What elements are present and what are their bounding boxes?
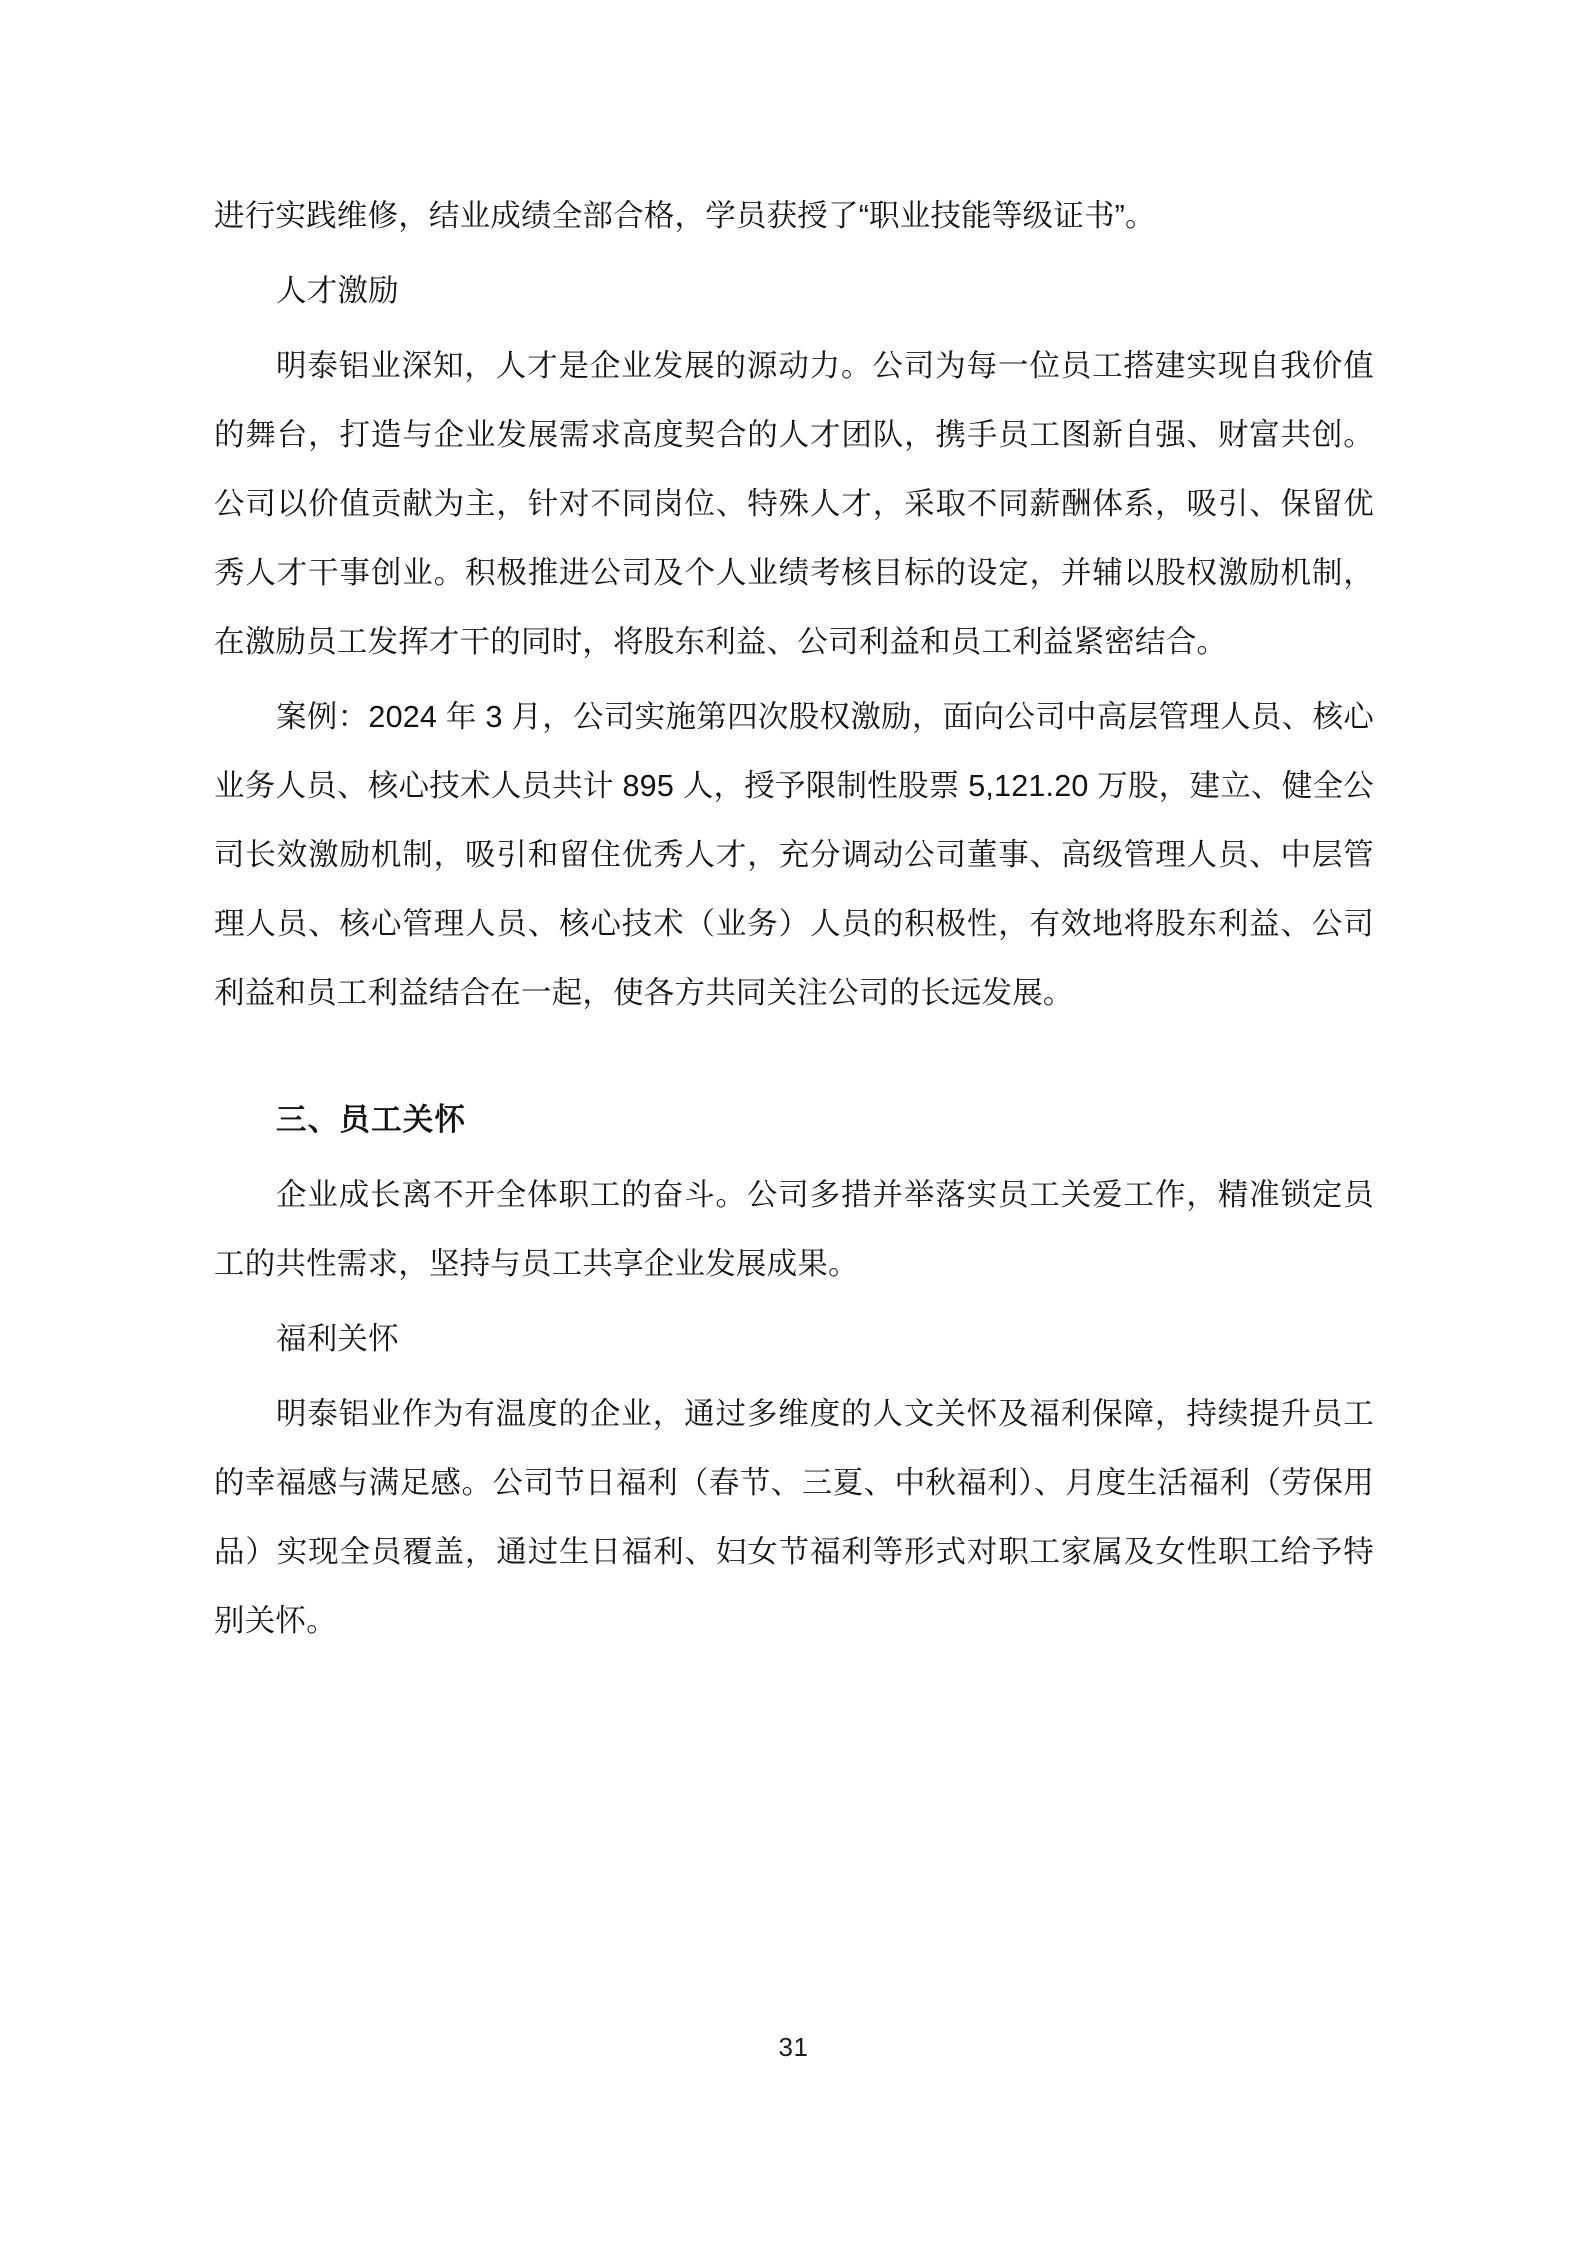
paragraph-welfare-care: 明泰铝业作为有温度的企业，通过多维度的人文关怀及福利保障，持续提升员工的幸福感与满足感。公司节日福利（春节、三夏、中秋福利）、月度生活福利（劳保用品）实现全员覆盖，通过生日福利、妇女节福利等形式对职工家属及女性职工给予特别关怀。 (214, 1397, 1374, 1638)
paragraph-talent-incentive: 明泰铝业深知，人才是企业发展的源动力。公司为每一位员工搭建实现自我价值的舞台，打造与企业发展需求高度契合的人才团队，携手员工图新自强、财富共创。公司以价值贡献为主，针对不同岗位、特殊人才，采取不同薪酬体系，吸引、保留优秀人才干事创业。积极推进公司及个人业绩考核目标的设定，并辅以股权激励机制，在激励员工发挥才干的同时，将股东利益、公司利益和员工利益紧密结合。 (214, 349, 1374, 659)
subheading-welfare-care: 福利关怀 (276, 1322, 399, 1356)
section-spacer (214, 1028, 1374, 1086)
page-number: 31 (778, 2032, 809, 2062)
paragraph-continuation: 进行实践维修，结业成绩全部合格，学员获授了“职业技能等级证书”。 (214, 199, 1156, 233)
page-content-column (214, 182, 1374, 1656)
paragraph-case-study: 案例：2024 年 3 月，公司实施第四次股权激励，面向公司中高层管理人员、核心业务人员、核心技术人员共计 895 人，授予限制性股票 5,121.20 万股，建立、健全公司长效激励机制，吸引和留住优秀人才，充分调动公司董事、高级管理人员、中层管理人员、核心管理人员、核心技术（业务）人员的积极性，有效地将股东利益、公司利益和员工利益结合在一起，使各方共同关注公司的长远发展。 (214, 700, 1374, 1010)
heading-employee-care: 三、员工关怀 (276, 1103, 467, 1137)
paragraph-employee-care: 企业成长离不开全体职工的奋斗。公司多措并举落实员工关爱工作，精准锁定员工的共性需求，坚持与员工共享企业发展成果。 (214, 1178, 1374, 1281)
subheading-talent-incentive: 人才激励 (276, 274, 399, 308)
